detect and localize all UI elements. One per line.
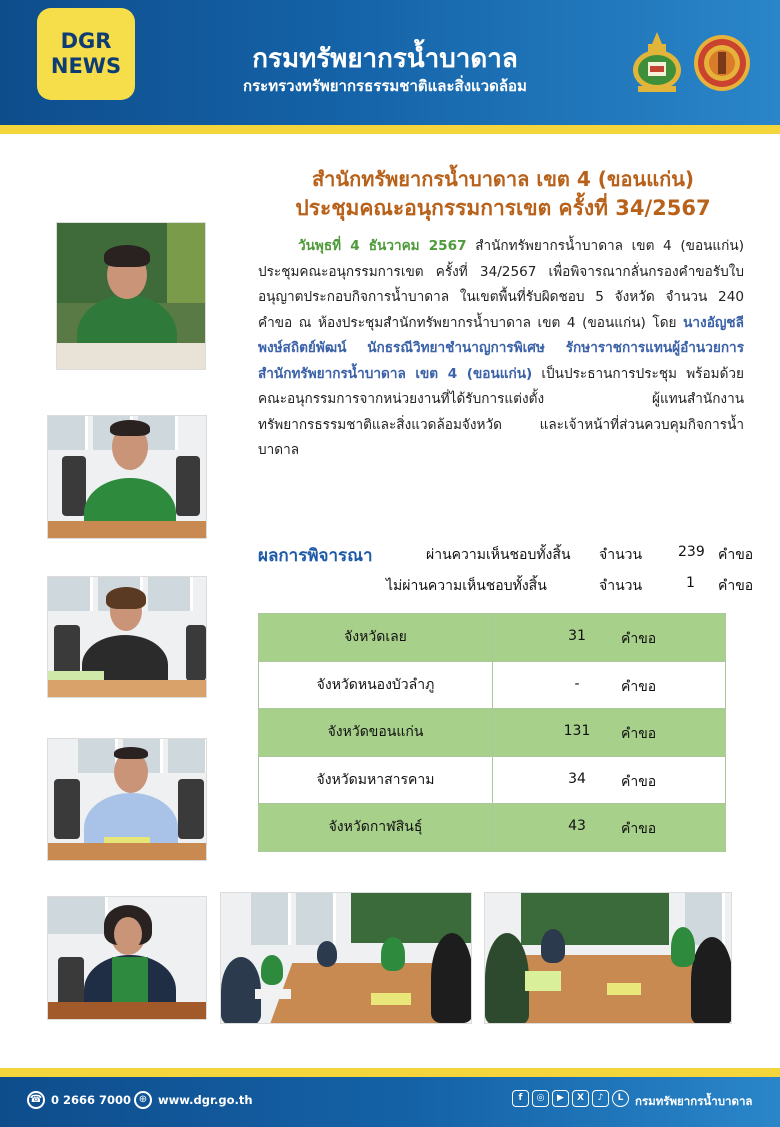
member-photo-3 xyxy=(47,738,207,861)
province-unit: คำขอ xyxy=(621,773,657,790)
header-accent-stripe xyxy=(0,125,780,134)
department-emblem-icon xyxy=(628,30,686,94)
line-icon[interactable]: L xyxy=(612,1090,629,1107)
article-body xyxy=(258,234,744,464)
meeting-room-photo-1 xyxy=(220,892,472,1024)
province-name: จังหวัดขอนแก่น xyxy=(259,709,493,757)
header-title: กรมทรัพยากรน้ำบาดาล xyxy=(252,44,518,74)
header-banner xyxy=(0,0,780,125)
member-photo-4 xyxy=(47,896,207,1020)
province-count-cell xyxy=(493,661,726,709)
province-count-cell xyxy=(493,614,726,662)
meeting-title: ประชุมคณะอนุกรรมการเขต ครั้งที่ 34/2567 xyxy=(295,196,711,220)
globe-icon: ⊕ xyxy=(134,1091,152,1109)
province-count: 43 xyxy=(568,818,586,834)
youtube-icon[interactable]: ▶ xyxy=(552,1090,569,1107)
province-name: จังหวัดหนองบัวลำภู xyxy=(259,661,493,709)
badge-line1: DGR xyxy=(60,29,112,53)
province-count: - xyxy=(574,675,580,692)
meeting-room-photo-2 xyxy=(484,892,732,1024)
office-title: สำนักทรัพยากรน้ำบาดาล เขต 4 (ขอนแก่น) xyxy=(311,167,695,191)
pass-text: ผ่านความเห็นชอบทั้งสิ้น xyxy=(426,547,571,563)
pass-count: 239 xyxy=(678,544,705,560)
province-name: จังหวัดมหาสารคาม xyxy=(259,756,493,804)
badge-line2: NEWS xyxy=(50,54,122,78)
province-unit: คำขอ xyxy=(621,726,657,742)
x-icon[interactable]: X xyxy=(572,1090,589,1107)
province-count-cell xyxy=(493,709,726,757)
footer-website[interactable]: www.dgr.go.th xyxy=(158,1093,253,1107)
chair-photo xyxy=(56,222,206,370)
ministry-seal-icon xyxy=(693,32,751,94)
province-table xyxy=(258,613,726,852)
table-row xyxy=(259,614,726,662)
province-count: 34 xyxy=(568,770,586,787)
province-count-cell xyxy=(493,756,726,804)
body-paragraph-1: สำนักทรัพยากรน้ำบาดาล เขต 4 (ขอนแก่น) ประชุมคณะอนุกรรมการเขต ครั้งที่ 34/2567 เพื่อพิจารณากลั่นกรองคำขอรับใบอนุญาตประกอบกิจการน้ำบาดาล ในเขตพื้นที่รับผิดชอบ 5 จังหวัด จำนวน 240 คำขอ ณ ห้องประชุมสำนักทรัพยากรน้ำบาดาล เขต 4 (ขอนแก่น) โดย xyxy=(258,238,744,331)
chairperson-name: นางอัญชลี พงษ์สถิตย์พัฒน์ นักธรณีวิทยาชำนาญการพิเศษ รักษาราชการแทนผู้อำนวยการสำนักทรัพยากรน้ำบาดาล เขต 4 (ขอนแก่น) xyxy=(258,314,744,382)
province-count-cell xyxy=(493,804,726,852)
footer-bar xyxy=(0,1077,780,1127)
phone-icon: ☎ xyxy=(27,1091,45,1109)
header-subtitle: กระทรวงทรัพยากรธรรมชาติและสิ่งแวดล้อม xyxy=(243,77,527,95)
footer-org-name: กรมทรัพยากรน้ำบาดาล xyxy=(635,1094,753,1108)
fail-unit: คำขอ xyxy=(718,578,754,594)
province-unit: คำขอ xyxy=(621,678,657,695)
province-unit: คำขอ xyxy=(621,821,657,837)
result-label: ผลการพิจารณา xyxy=(258,546,373,566)
table-row xyxy=(259,804,726,852)
result-pass-row xyxy=(0,544,780,564)
fail-count-word: จำนวน xyxy=(599,578,643,594)
meeting-date: วันพุธที่ 4 ธันวาคม 2567 xyxy=(298,238,467,254)
body-paragraph-2: เป็นประธานการประชุม พร้อมด้วยคณะอนุกรรมการจากหน่วยงานที่ได้รับการแต่งตั้ง ผู้แทนสำนักงานทรัพยากรธรรมชาติและสิ่งแวดล้อมจังหวัด และเจ้าหน้าที่ส่วนควบคุมกิจการน้ำบาดาล xyxy=(258,365,745,458)
dgr-news-badge xyxy=(37,8,135,100)
province-count: 31 xyxy=(568,628,586,644)
fail-text: ไม่ผ่านความเห็นชอบทั้งสิ้น xyxy=(386,578,547,594)
province-count: 131 xyxy=(563,723,591,739)
result-fail-row xyxy=(0,575,780,595)
tiktok-icon[interactable]: ♪ xyxy=(592,1090,609,1107)
member-photo-1 xyxy=(47,415,207,539)
footer-phone: 0 2666 7000 xyxy=(51,1093,132,1107)
footer-accent-stripe xyxy=(0,1068,780,1077)
table-row xyxy=(259,756,726,804)
facebook-icon[interactable]: f xyxy=(512,1090,529,1107)
instagram-icon[interactable]: ◎ xyxy=(532,1090,549,1107)
province-name: จังหวัดกาฬสินธุ์ xyxy=(259,804,493,852)
pass-count-word: จำนวน xyxy=(599,547,643,563)
province-unit: คำขอ xyxy=(621,631,657,647)
table-row xyxy=(259,661,726,709)
table-row xyxy=(259,709,726,757)
province-name: จังหวัดเลย xyxy=(259,614,493,662)
fail-count: 1 xyxy=(686,575,695,591)
pass-unit: คำขอ xyxy=(718,547,754,563)
